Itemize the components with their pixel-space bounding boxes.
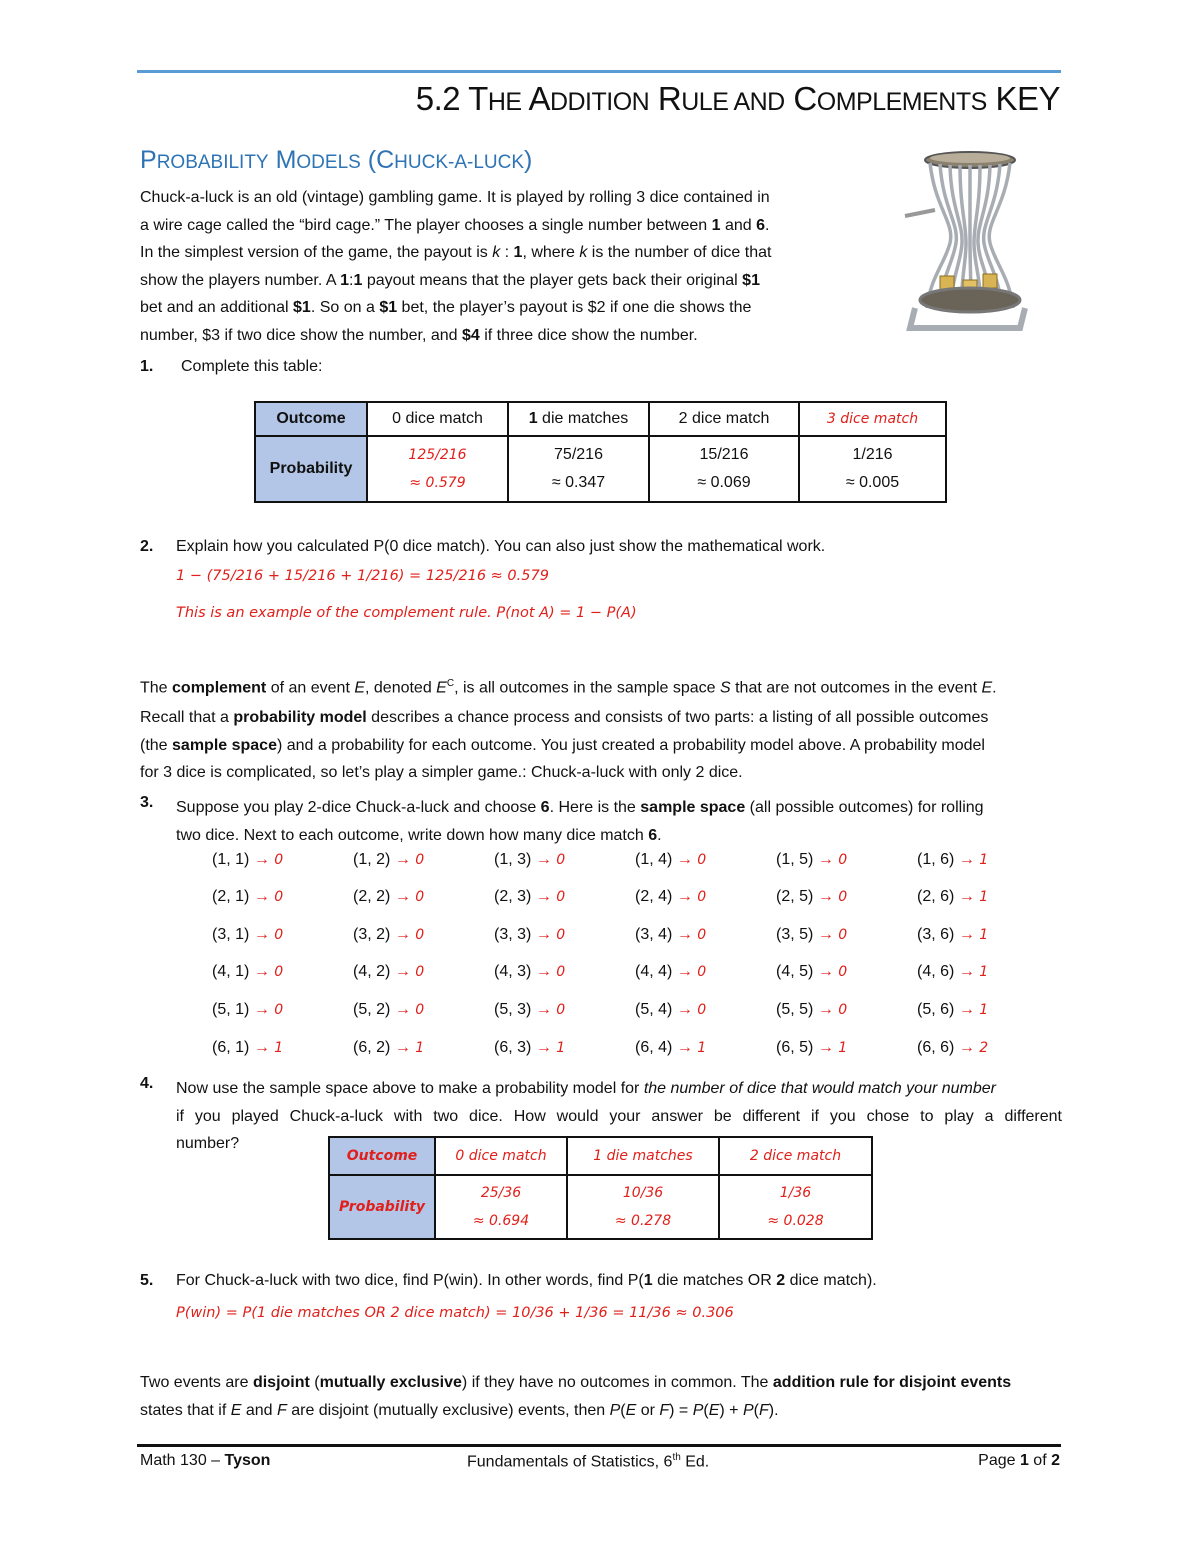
outcome-item: (3, 2) → 0 xyxy=(353,926,425,943)
outcome-item: (4, 5) → 0 xyxy=(776,963,848,980)
footer-page-number: Page 1 of 2 xyxy=(978,1452,1060,1469)
question-5-text: For Chuck-a-luck with two dice, find P(win). In other words, find P(1 die matches OR 2 dice match). xyxy=(176,1272,877,1289)
outcome-item: (6, 2) → 1 xyxy=(353,1039,425,1056)
outcome-item: (1, 4) → 0 xyxy=(635,851,707,868)
table-header-cell: 2 dice match xyxy=(649,402,799,436)
outcome-item: (2, 3) → 0 xyxy=(494,888,566,905)
table-outcome-header: Outcome xyxy=(329,1137,435,1175)
table-header-cell: 1 die matches xyxy=(567,1137,719,1175)
table-header-cell: 0 dice match xyxy=(367,402,508,436)
complement-definition: The complement of an event E, denoted $E^C$, is all outcomes in the sample space S that are not outcomes in the event E. xyxy=(140,678,997,697)
outcome-item: (1, 5) → 0 xyxy=(776,851,848,868)
outcome-item: (3, 3) → 0 xyxy=(494,926,566,943)
footer-rule xyxy=(137,1444,1061,1447)
question-3-text: Suppose you play 2-dice Chuck-a-luck and choose 6. Here is the sample space (all possible outcomes) for rolling two dice. Next to each outcome, write down how many dice match 6. xyxy=(176,799,984,844)
table-header-cell: 3 dice match xyxy=(799,402,946,436)
section-heading: PROBABILITY MODELS (CHUCK-A-LUCK) xyxy=(140,146,533,174)
outcome-item: (2, 2) → 0 xyxy=(353,888,425,905)
footer-textbook: Fundamentals of Statistics, 6th Ed. xyxy=(467,1452,710,1471)
outcome-item: (5, 2) → 0 xyxy=(353,1001,425,1018)
outcome-item: (4, 3) → 0 xyxy=(494,963,566,980)
outcome-item: (2, 5) → 0 xyxy=(776,888,848,905)
footer-course: Math 130 – Tyson xyxy=(140,1452,271,1469)
probability-table-2-dice xyxy=(328,1136,873,1240)
outcome-item: (1, 3) → 0 xyxy=(494,851,566,868)
question-2-number: 2. xyxy=(140,538,154,555)
table-header-cell: 2 dice match xyxy=(719,1137,872,1175)
outcome-item: (1, 6) → 1 xyxy=(917,851,989,868)
table-cell: 75/216 ≈ 0.347 xyxy=(508,436,649,502)
outcome-item: (5, 3) → 0 xyxy=(494,1001,566,1018)
question-2-text: Explain how you calculated P(0 dice match). You can also just show the mathematical work. xyxy=(176,538,826,555)
outcome-item: (5, 1) → 0 xyxy=(212,1001,284,1018)
intro-paragraph: Chuck-a-luck is an old (vintage) gambling game. It is played by rolling 3 dice contained in a wire cage called the “bird cage.” The player chooses a single number between 1 and 6. In the simplest version of the game, the payout is k : 1, where k is the number of dice that show the players number. A 1:1 payout means that the player gets back their original $1 bet and an additional $1. So on a $1 bet, the player’s payout is $2 if one die shows the number, $3 if two dice show the number, and $4 if three dice show the number. xyxy=(140,189,772,344)
outcome-item: (6, 1) → 1 xyxy=(212,1039,284,1056)
outcome-item: (2, 6) → 1 xyxy=(917,888,989,905)
question-4-number: 4. xyxy=(140,1075,154,1092)
question-3-number: 3. xyxy=(140,794,154,811)
outcome-item: (6, 3) → 1 xyxy=(494,1039,566,1056)
bird-cage-image xyxy=(895,148,1045,338)
table-cell: 15/216 ≈ 0.069 xyxy=(649,436,799,502)
outcome-item: (5, 4) → 0 xyxy=(635,1001,707,1018)
question-4-text: Now use the sample space above to make a probability model for the number of dice that would match your number if you played Chuck-a-luck with two dice. How would your answer be different if you chose to play a different number? xyxy=(176,1080,1062,1152)
outcome-item: (1, 2) → 0 xyxy=(353,851,425,868)
table-cell: 10/36 ≈ 0.278 xyxy=(567,1175,719,1239)
table-probability-header: Probability xyxy=(329,1175,435,1239)
table-cell: 25/36 ≈ 0.694 xyxy=(435,1175,567,1239)
outcome-item: (4, 6) → 1 xyxy=(917,963,989,980)
outcome-item: (6, 5) → 1 xyxy=(776,1039,848,1056)
recall-paragraph: Recall that a probability model describes a chance process and consists of two parts: a listing of all possible outcomes (the sample space) and a probability for each outcome. You just created a probability model above. A probability model for 3 dice is complicated, so let’s play a simpler game.: Chuck-a-luck with only 2 dice. xyxy=(140,709,989,781)
outcome-item: (6, 4) → 1 xyxy=(635,1039,707,1056)
outcome-item: (1, 1) → 0 xyxy=(212,851,284,868)
outcome-item: (5, 5) → 0 xyxy=(776,1001,848,1018)
table-cell: 1/216 ≈ 0.005 xyxy=(799,436,946,502)
table-probability-header: Probability xyxy=(255,436,367,502)
header-rule xyxy=(137,70,1061,73)
outcome-item: (5, 6) → 1 xyxy=(917,1001,989,1018)
outcome-item: (3, 4) → 0 xyxy=(635,926,707,943)
table-header-cell: 1 die matches xyxy=(508,402,649,436)
answer-2-line-2: This is an example of the complement rule. P(not A) = 1 − P(A) xyxy=(176,605,637,621)
outcome-item: (2, 4) → 0 xyxy=(635,888,707,905)
outcome-item: (3, 6) → 1 xyxy=(917,926,989,943)
question-1-number: 1. xyxy=(140,358,154,375)
answer-5: P(win) = P(1 die matches OR 2 dice match) = 10/36 + 1/36 = 11/36 ≈ 0.306 xyxy=(176,1305,734,1321)
question-5-number: 5. xyxy=(140,1272,154,1289)
page-title: 5.2 THE ADDITION RULE AND COMPLEMENTS KEY xyxy=(415,80,1060,117)
disjoint-definition: Two events are disjoint (mutually exclusive) if they have no outcomes in common. The addition rule for disjoint events states that if E and F are disjoint (mutually exclusive) events, then P(E or F) = P(E) + P(F). xyxy=(140,1374,1012,1419)
outcome-item: (2, 1) → 0 xyxy=(212,888,284,905)
table-cell: 125/216 ≈ 0.579 xyxy=(367,436,508,502)
outcome-item: (4, 2) → 0 xyxy=(353,963,425,980)
probability-table-3-dice xyxy=(254,401,947,503)
table-outcome-header: Outcome xyxy=(255,402,367,436)
outcome-item: (3, 1) → 0 xyxy=(212,926,284,943)
outcome-item: (3, 5) → 0 xyxy=(776,926,848,943)
table-header-cell: 0 dice match xyxy=(435,1137,567,1175)
table-cell: 1/36 ≈ 0.028 xyxy=(719,1175,872,1239)
question-1-text: Complete this table: xyxy=(181,358,323,375)
outcome-item: (4, 1) → 0 xyxy=(212,963,284,980)
answer-2-line-1: 1 − (75/216 + 15/216 + 1/216) = 125/216 ≈ 0.579 xyxy=(176,568,549,584)
outcome-item: (4, 4) → 0 xyxy=(635,963,707,980)
outcome-item: (6, 6) → 2 xyxy=(917,1039,989,1056)
